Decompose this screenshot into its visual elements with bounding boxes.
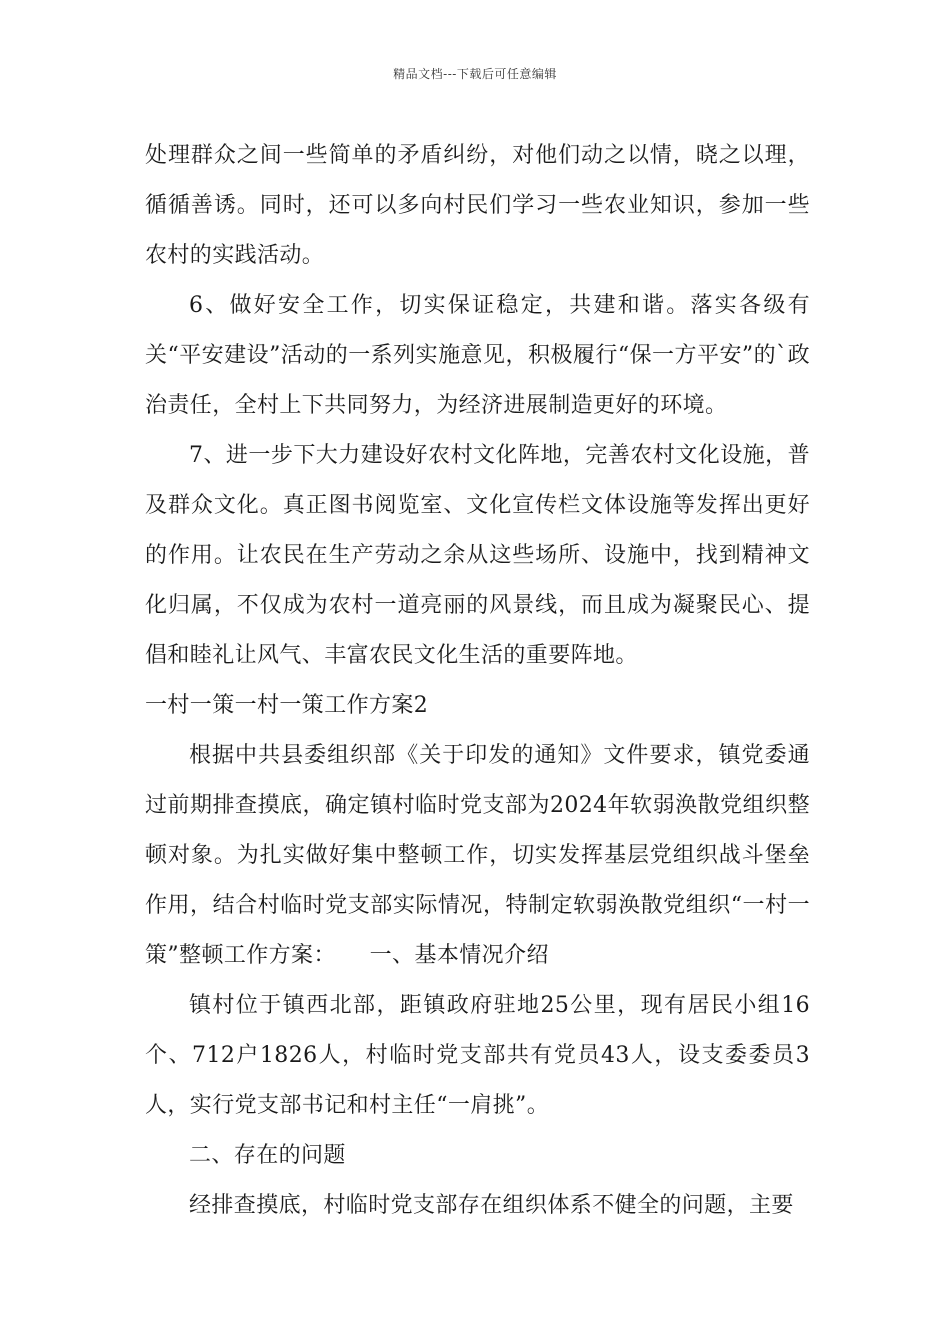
paragraph-problems: 经排查摸底，村临时党支部存在组织体系不健全的问题，主要 xyxy=(189,1193,794,1218)
document-body xyxy=(145,131,810,1231)
page-header: 精品文档---下载后可任意编辑 xyxy=(393,67,557,81)
paragraph-basic-info: 镇村位于镇西北部，距镇政府驻地25公里，现有居民小组16个、712户1826人，村临时党支部共有党员43人，设支委委员3人，实行党支部书记和村主任“一肩挑”。 xyxy=(145,993,810,1118)
paragraph-item-6: 6、做好安全工作，切实保证稳定，共建和谐。落实各级有关“平安建设”活动的一系列实施意见，积极履行“保一方平安”的`政治责任，全村上下共同努力，为经济进展制造更好的环境。 xyxy=(145,293,810,418)
paragraph-continuation: 处理群众之间一些简单的矛盾纠纷，对他们动之以情，晓之以理，循循善诱。同时，还可以多向村民们学习一些农业知识，参加一些农村的实践活动。 xyxy=(145,143,810,268)
paragraph-item-7: 7、进一步下大力建设好农村文化阵地，完善农村文化设施，普及群众文化。真正图书阅览室、文化宣传栏文体设施等发挥出更好的作用。让农民在生产劳动之余从这些场所、设施中，找到精神文化归属，不仅成为农村一道亮丽的风景线，而且成为凝聚民心、提倡和睦礼让风气、丰富农民文化生活的重要阵地。 xyxy=(145,443,810,668)
paragraph-intro: 根据中共县委组织部《关于印发的通知》文件要求，镇党委通过前期排查摸底，确定镇村临时党支部为2024年软弱涣散党组织整顿对象。为扎实做好集中整顿工作，切实发挥基层党组织战斗堡垒作用，结合村临时党支部实际情况，特制定软弱涣散党组织“一村一策”整顿工作方案： 一、基本情况介绍 xyxy=(145,743,810,968)
subheading-problems: 二、存在的问题 xyxy=(189,1143,346,1168)
section-title: 一村一策一村一策工作方案2 xyxy=(145,693,429,718)
